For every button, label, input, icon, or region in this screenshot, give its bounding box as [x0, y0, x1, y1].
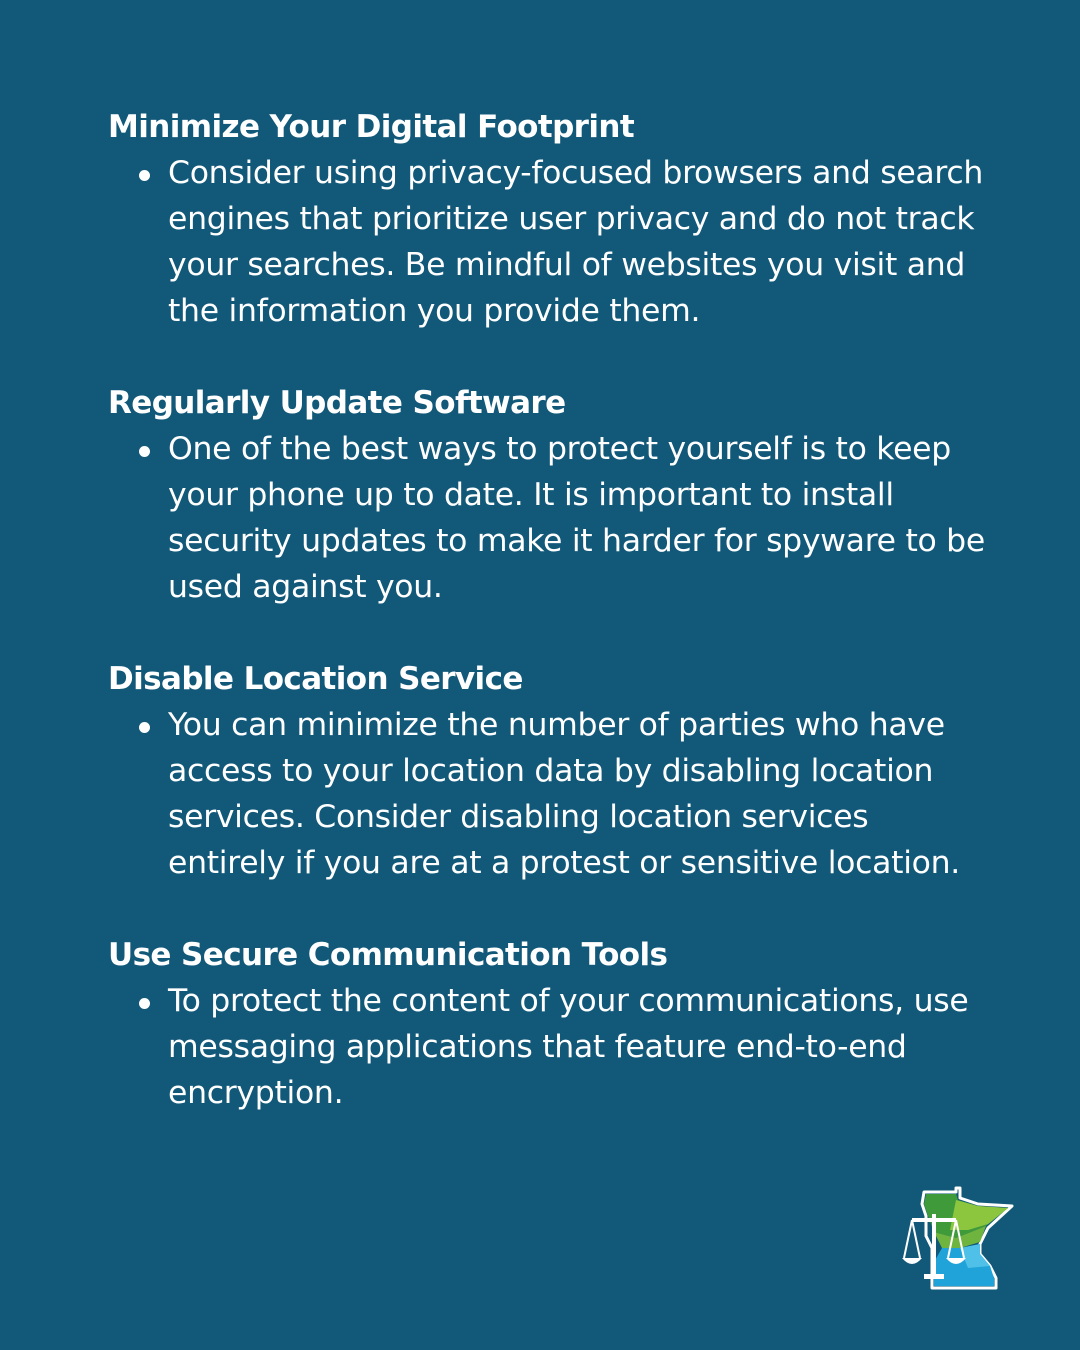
section-digital-footprint [108, 104, 988, 334]
section-heading: Disable Location Service [108, 661, 523, 697]
bullet-item [108, 426, 988, 610]
bullet-item [108, 150, 988, 334]
bullet-list [108, 150, 988, 334]
bullet-dot-icon [139, 446, 150, 457]
bullet-text: To protect the content of your communications, use messaging applications that feature end-to-end encryption. [168, 983, 969, 1111]
tips-list [108, 104, 988, 1162]
bullet-list [108, 702, 988, 886]
bullet-list [108, 978, 988, 1116]
bullet-item [108, 702, 988, 886]
bullet-item [108, 978, 988, 1116]
section-heading: Regularly Update Software [108, 385, 566, 421]
bullet-text: One of the best ways to protect yourself is to keep your phone up to date. It is important to install security updates to make it harder for spyware to be used against you. [168, 431, 985, 605]
section-location-service [108, 656, 988, 886]
section-heading: Minimize Your Digital Footprint [108, 109, 635, 145]
section-update-software [108, 380, 988, 610]
bullet-text: Consider using privacy-focused browsers and search engines that prioritize user privacy and do not track your searches. Be mindful of websites you visit and the information you provide them. [168, 155, 984, 329]
bullet-list [108, 426, 988, 610]
section-heading: Use Secure Communication Tools [108, 937, 668, 973]
minnesota-scales-of-justice-logo-icon [898, 1186, 1016, 1290]
bullet-text: You can minimize the number of parties who have access to your location data by disabling location services. Consider disabling location services entirely if you are at a protest or sensitive location. [168, 707, 960, 881]
bullet-dot-icon [139, 998, 150, 1009]
bullet-dot-icon [139, 722, 150, 733]
section-secure-communication [108, 932, 988, 1116]
bullet-dot-icon [139, 170, 150, 181]
